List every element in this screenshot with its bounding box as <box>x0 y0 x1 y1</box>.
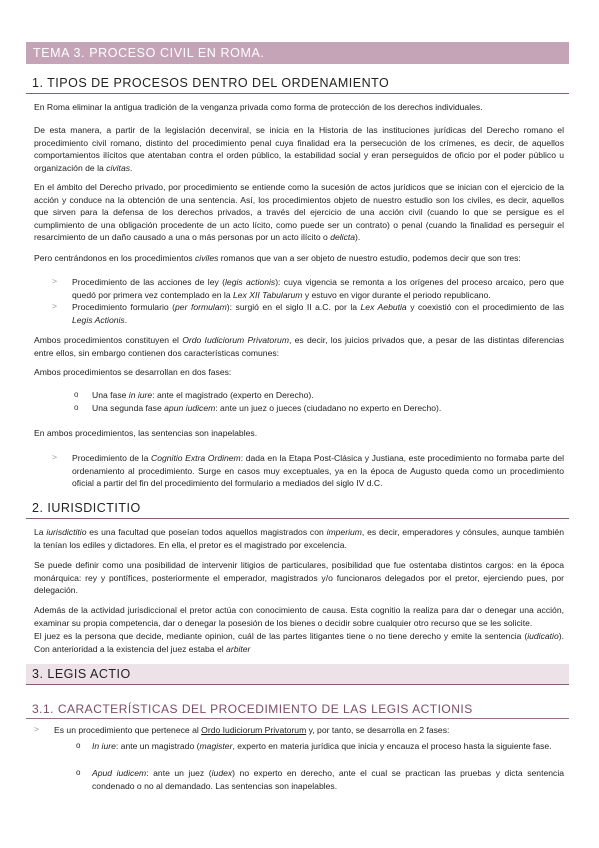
section-3-heading: 3. LEGIS ACTIO <box>26 664 569 685</box>
arrow-bullet-icon: > <box>34 724 40 734</box>
paragraph: En Roma eliminar la antigua tradición de la venganza privada como forma de protección de los derechos individuales. <box>34 102 483 112</box>
list-item: Procedimiento de las acciones de ley (legis actionis): cuya vigencia se remonta a los orígenes del proceso arcaico, pero que quedó por primera vez contemplado en la Lex XII Tabularum y estuvo en vigor durante el periodo republicano. <box>72 277 564 300</box>
circle-bullet-icon: o <box>76 741 81 750</box>
paragraph: Se puede definir como una posibilidad de intervenir litigios de particulares, posibilidad que fue ostentaba distintos cargos: en la época monárquica: rey y pontífices, posteriormente el emperador, magistrados y/o funcionaros delegados por el pretor, ejerciendo pues, por delegación. <box>34 560 564 596</box>
paragraph: El juez es la persona que decide, mediante opinion, cuál de las partes litigantes tiene o no tiene derecho y emite la sentencia (iudicatio). Con anterioridad a la existencia del juez estaba el arbiter <box>34 631 564 654</box>
subsection-3-1-heading: 3.1. CARACTERÍSTICAS DEL PROCEDIMIENTO DE LAS LEGIS ACTIONIS <box>26 700 569 719</box>
paragraph: La iurisdictitio es una facultad que poseían todos aquellos magistrados con imperium, es decir, emperadores y cónsules, aunque también la tenían los ediles y dictadores. En ella, el pretor es el magistrado por excelencia. <box>34 527 564 550</box>
paragraph: Además de la actividad jurisdiccional el pretor actúa con conocimiento de causa. Esta cognitio la realiza para dar o denegar una acción, examinar su propia competencia, dar o denegar la posesión de los bienes o decidir sobre cualquier otro recurso que se les solicite. <box>34 605 564 628</box>
section-2-heading: 2. IURISDICTITIO <box>26 498 569 519</box>
circle-bullet-icon: o <box>74 390 79 399</box>
list-item: Apud iudicem: ante un juez (iudex) no experto en derecho, ante el cual se practican las pruebas y dicta sentencia condenado o no al demandado. Las sentencias son inapelables. <box>92 768 565 791</box>
list-item: Es un procedimiento que pertenece al Ordo Iudiciorum Privatorum y, por tanto, se desarrolla en 2 fases: <box>54 725 450 735</box>
circle-bullet-icon: o <box>76 768 81 777</box>
paragraph: Ambos procedimientos constituyen el Ordo Iudiciorum Privatorum, es decir, los juicios privados que, a pesar de las distintas diferencias entre ellos, sin embargo contienen dos características comunes: <box>34 335 564 358</box>
paragraph: Ambos procedimientos se desarrollan en dos fases: <box>34 367 232 377</box>
section-1-heading: 1. TIPOS DE PROCESOS DENTRO DEL ORDENAMIENTO <box>26 73 569 94</box>
arrow-bullet-icon: > <box>52 301 58 311</box>
list-item: In iure: ante un magistrado (magister, experto en materia jurídica que inicia y encauza el proceso hasta la siguiente fase. <box>92 741 552 751</box>
paragraph: En ambos procedimientos, las sentencias son inapelables. <box>34 428 258 438</box>
paragraph: Pero centrándonos en los procedimientos civiles romanos que van a ser objeto de nuestro estudio, podemos decir que son tres: <box>34 253 521 263</box>
list-item: Una segunda fase apun iudicem: ante un juez o jueces (ciudadano no experto en Derecho). <box>92 403 442 413</box>
circle-bullet-icon: o <box>74 403 79 412</box>
list-item: Una fase in iure: ante el magistrado (experto en Derecho). <box>92 390 314 400</box>
arrow-bullet-icon: > <box>52 276 58 286</box>
arrow-bullet-icon: > <box>52 452 58 462</box>
list-item: Procedimiento de la Cognitio Extra Ordinem: dada en la Etapa Post-Clásica y Justiana, este procedimiento no formaba parte del ordenamiento al procedimiento. Surge en casos muy exceptuales, ya en la época de Augusto queda como un procedimiento oficial a partir del fin del procedimiento del formulario a mediados del siglo IV d.C. <box>72 453 565 489</box>
list-item: Procedimiento formulario (per formulam): surgió en el siglo II a.C. por la Lex Aebutia y coexistió con el procedimiento de las Legis Actionis. <box>72 302 565 325</box>
document-title: TEMA 3. PROCESO CIVIL EN ROMA. <box>26 42 569 64</box>
paragraph: De esta manera, a partir de la legislación decenviral, se inicia en la Historia de las instituciones jurídicas del Derecho romano el procedimiento civil romano, distinto del procedimiento penal cuya finalidad era la persecución de los crímenes, es decir, de aquellos comportamientos ilícitos que atentaban contra el orden público, la estabilidad social y eran perseguidos de oficio por el poder público u organización de la civitas. <box>34 125 564 173</box>
paragraph: En el ámbito del Derecho privado, por procedimiento se entiende como la sucesión de actos jurídicos que se inician con el ejercicio de la acción y conduce na la obtención de una sentencia. Así, los procedimientos objeto de nuestro estudio son los civiles, es decir, aquellos que sirven para la defensa de los derechos privados, a través del ejercicio de una acción civil (cuando lo que se persigue es el cumplimiento de una obligación procedente de un acto lícito, como puede ser un contrato) o penal (cuando la finalidad es perseguir el resarcimiento de un daño causado a una o más personas por un acto ilícito o delicta). <box>34 182 564 243</box>
